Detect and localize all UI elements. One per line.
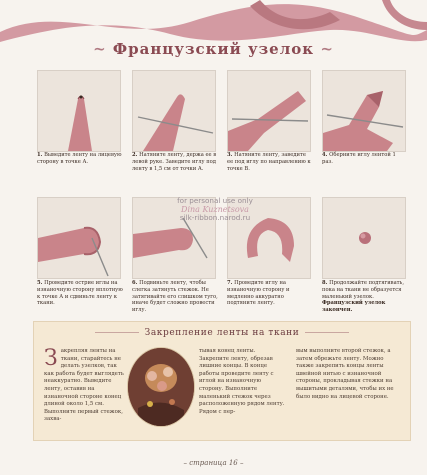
step-1-caption: 1. Выведите ленту на лицевую сторону в точке А. <box>37 152 122 165</box>
step-5-caption: 5. Проведите острие иглы на изнаночную сторону вплотную к точке А и сдвиньте ленту к ткани. <box>37 280 123 307</box>
fastening-col-2: тывая конец ленты. Закрепите ленту, обрезав лишние концы. В конце работы проведите ленту с иглой на изнаночную сторону. Выполните маленький стежок через расположенную рядом ленту. Рядом с пер- <box>199 348 285 415</box>
embroidery-photo <box>127 347 195 427</box>
page-footer: – страница 16 – <box>183 459 244 467</box>
fastening-title: Закрепление ленты на ткани <box>34 328 410 338</box>
fastening-col-1: Закрепляя ленты на ткани, старайтесь не делать узелков, так как работа будет выглядеть неаккуратно. Выведите ленту, оставив на изнаночной стороне конец длиной около 1,5 см. Выполните первый стежок, захва- <box>44 346 124 423</box>
step-7-caption: 7. Проведите иглу на изнаночную сторону и медленно аккуратно подтяните ленту. <box>227 280 290 307</box>
step-4-caption: 4. Оберните иглу лентой 1 раз. <box>322 152 396 165</box>
step-2-photo <box>132 70 216 152</box>
step-2-caption: 2. Натяните ленту, держа ее в левой руке. Заведите иглу под ленту в 1,5 см от точки А. <box>132 152 217 172</box>
step-3-photo <box>227 70 311 152</box>
page-title: ~ Французский узелок ~ <box>93 40 334 58</box>
fastening-col-3: вым выполните второй стежок, а затем обрежьте ленту. Можно также закрепить концы ленты швейной нитью с изнаночной стороны, прокладывая стежки на вышитыми деталями, чтобы их не было видно на лицевой стороне. <box>296 348 394 400</box>
step-5-photo <box>37 197 121 279</box>
step-8-photo <box>322 197 406 279</box>
watermark: for personal use only Dina Kuznetsova silk-ribbon.narod.ru <box>177 196 253 222</box>
step-4-photo <box>322 70 406 152</box>
step-6-caption: 6. Подвиньте ленту, чтобы слегка затянуть стежок. Не затягивайте его слишком туго, иначе будет сложно провести иглу. <box>132 280 218 314</box>
step-1-photo <box>37 70 121 152</box>
step-8-caption: 8. Продолжайте подтягивать, пока на ткани не образуется маленький узелок. Французский узелок закончен. <box>322 280 405 314</box>
step-3-caption: 3. Натяните ленту, заведите ее под иглу по направлению к точке В. <box>227 152 311 172</box>
fastening-panel <box>33 321 411 441</box>
